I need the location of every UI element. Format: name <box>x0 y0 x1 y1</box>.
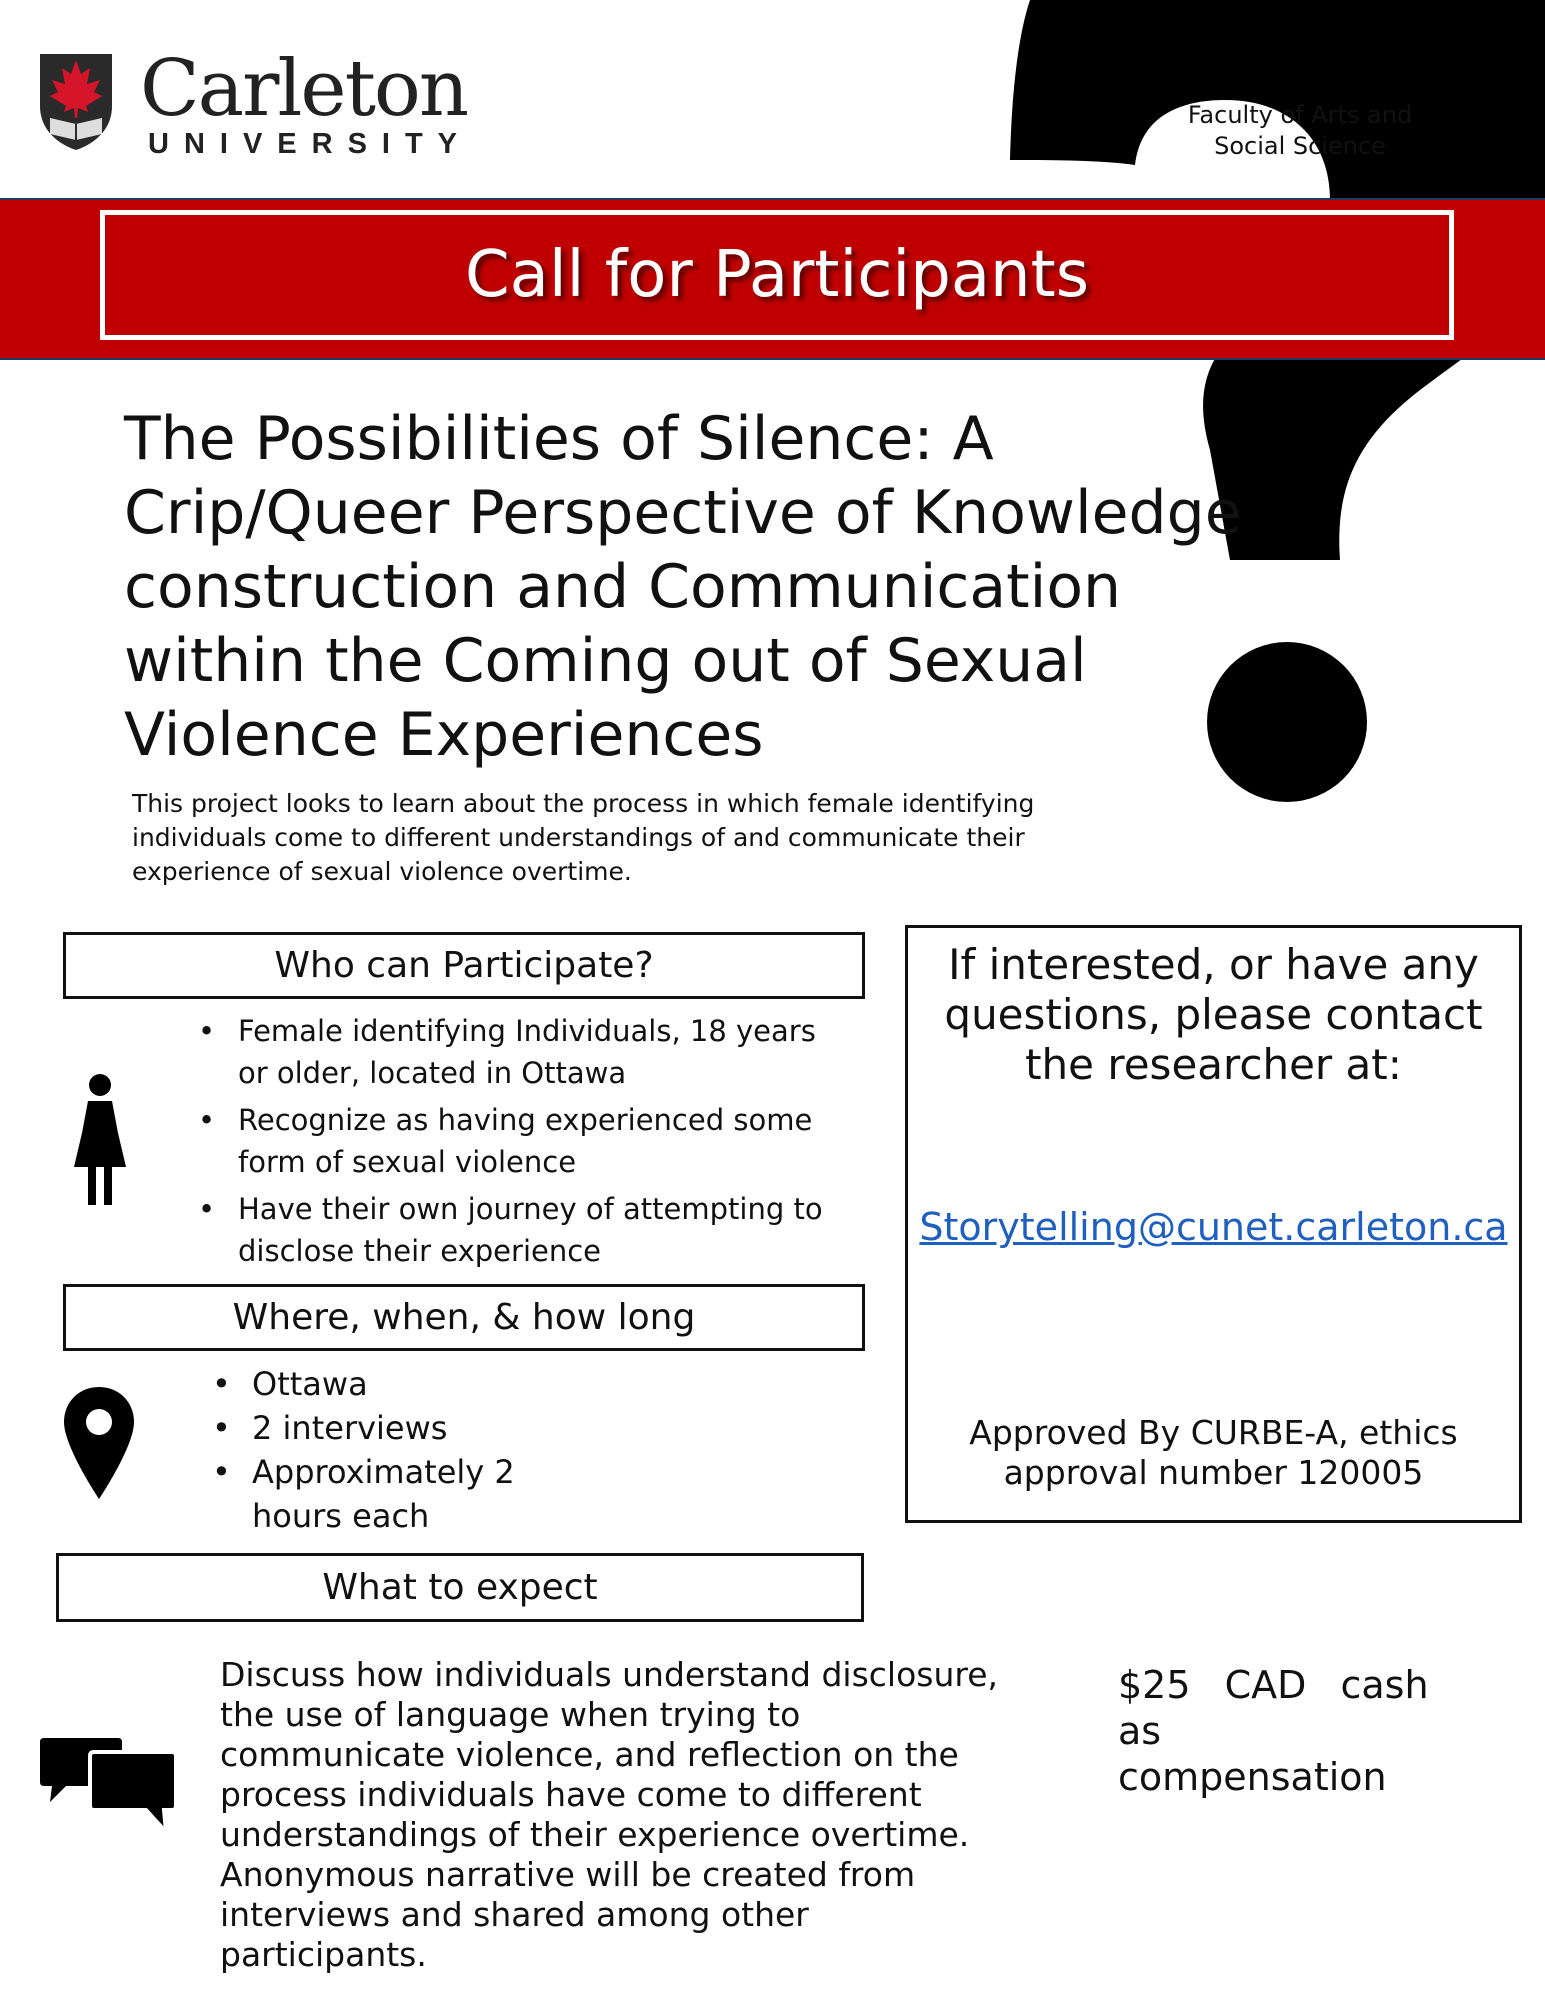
list-item: • Ottawa <box>206 1362 566 1406</box>
list-item: • Recognize as having experienced some form of sexual violence <box>192 1099 852 1183</box>
faculty-line-2: Social Science <box>1214 132 1386 160</box>
faculty-label <box>1170 100 1430 162</box>
female-person-icon <box>66 1073 134 1209</box>
carleton-logo <box>36 44 473 160</box>
banner-frame <box>100 210 1454 340</box>
who-list <box>192 1010 852 1277</box>
faculty-line-1: Faculty of Arts and <box>1187 101 1413 129</box>
where-list <box>206 1362 566 1538</box>
approval-text: Approved By CURBE-A, ethics approval number 120005 <box>969 1413 1458 1492</box>
list-item: • Approximately 2 hours each <box>206 1450 566 1538</box>
list-item: • 2 interviews <box>206 1406 566 1450</box>
list-item: • Have their own journey of attempting to disclose their experience <box>192 1188 852 1272</box>
banner-title: Call for Participants <box>464 238 1090 312</box>
compensation-text: $25 CAD cash as compensation <box>1118 1663 1429 1799</box>
section-expect-heading: What to expect <box>56 1553 864 1622</box>
section-where-heading: Where, when, & how long <box>63 1284 865 1351</box>
contact-email-link[interactable]: Storytelling@cunet.carleton.ca <box>919 1205 1508 1249</box>
banner <box>0 198 1545 360</box>
intro-paragraph: This project looks to learn about the process in which female identifying individuals come to different understandings of and communicate their experience of sexual violence overtime. <box>132 789 1035 886</box>
logo-wordmark: Carleton <box>140 44 468 134</box>
location-pin-icon <box>62 1385 136 1501</box>
logo-subtitle: UNIVERSITY <box>148 128 473 160</box>
section-who-heading: Who can Participate? <box>63 932 865 999</box>
list-item: • Female identifying Individuals, 18 years or older, located in Ottawa <box>192 1010 852 1094</box>
study-title: The Possibilities of Silence: A Crip/Queer Perspective of Knowledge construction and Communication within the Coming out of Sexual Violence Experiences <box>124 404 1242 770</box>
expect-paragraph: Discuss how individuals understand disclosure, the use of language when trying to communicate violence, and reflection on the process individuals have come to different understandings of their experience overtime. Anonymous narrative will be created from interviews and shared among other participants. <box>220 1655 999 1974</box>
maple-leaf-shield-icon <box>36 50 116 152</box>
chat-bubbles-icon <box>36 1736 180 1836</box>
contact-text: If interested, or have any questions, please contact the researcher at: <box>944 940 1483 1089</box>
